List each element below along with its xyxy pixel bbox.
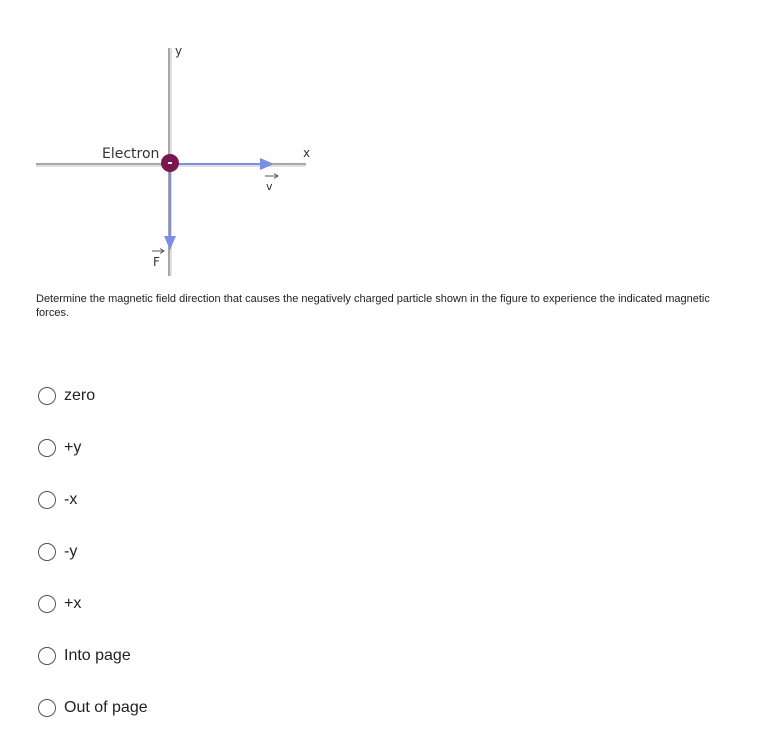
option-label: Out of page (64, 699, 148, 716)
answer-options (38, 383, 148, 747)
option-into-page[interactable] (38, 643, 148, 669)
option-label: +y (64, 439, 82, 456)
y-axis-label: y (175, 44, 183, 58)
option-out-of-page[interactable] (38, 695, 148, 721)
option-label: -y (64, 543, 78, 560)
option-plus-y[interactable] (38, 435, 148, 461)
option-label: -x (64, 491, 78, 508)
particle-label: Electron (102, 146, 160, 162)
radio-button[interactable] (38, 595, 56, 613)
option-label: Into page (64, 647, 131, 664)
electron-charge-sign: - (167, 156, 173, 171)
radio-button[interactable] (38, 439, 56, 457)
radio-button[interactable] (38, 647, 56, 665)
x-axis-label: x (303, 146, 311, 160)
velocity-label: v (266, 180, 273, 193)
radio-button[interactable] (38, 543, 56, 561)
option-minus-y[interactable] (38, 539, 148, 565)
option-plus-x[interactable] (38, 591, 148, 617)
question-text: Determine the magnetic field direction that causes the negatively charged particle shown in the figure to experience the indicated magnetic forces. (36, 293, 710, 319)
physics-diagram (0, 0, 330, 285)
option-minus-x[interactable] (38, 487, 148, 513)
option-label: +x (64, 595, 82, 612)
radio-button[interactable] (38, 491, 56, 509)
radio-button[interactable] (38, 699, 56, 717)
option-zero[interactable] (38, 383, 148, 409)
force-label: F (153, 255, 160, 269)
option-label: zero (64, 387, 96, 404)
radio-button[interactable] (38, 387, 56, 405)
